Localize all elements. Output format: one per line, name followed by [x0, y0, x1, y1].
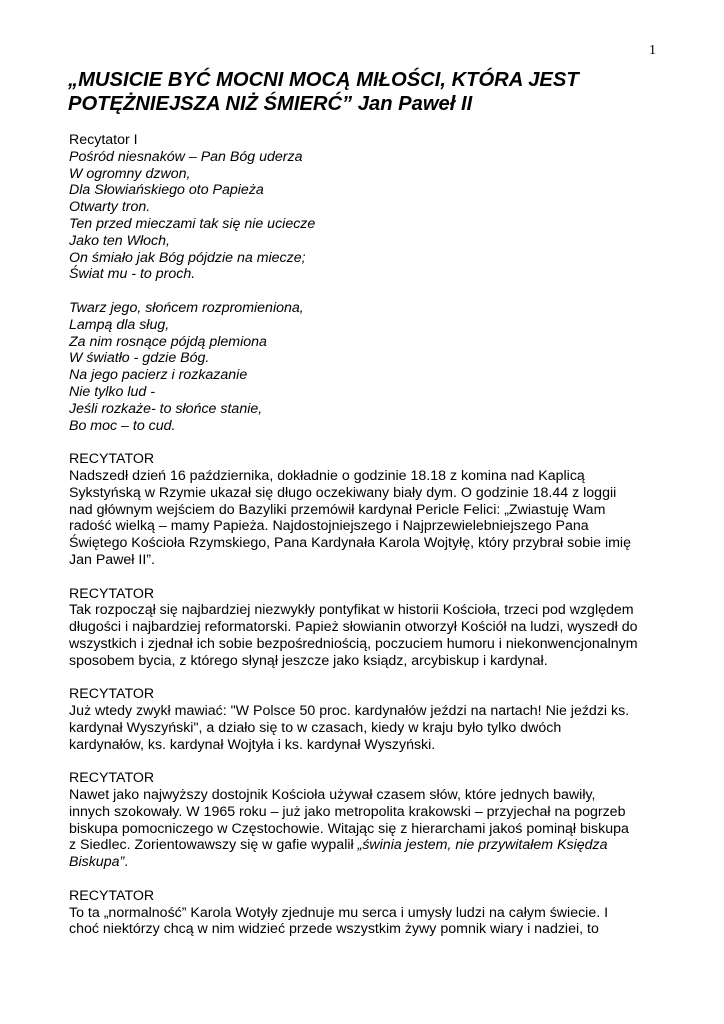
poem-line: Bo moc – to cud.	[69, 417, 176, 434]
quote-text: Biskupa”	[69, 854, 125, 871]
paragraph-line: biskupa pomocniczego w Częstochowie. Witając się z hierarchami jakoś pominął biskupa	[69, 820, 629, 837]
poem-line: Twarz jego, słońcem rozpromieniona,	[69, 299, 304, 316]
poem-line: Jako ten Włoch,	[69, 232, 170, 249]
document-title	[68, 68, 688, 116]
paragraph-line: choć niektórzy chcą w nim widzieć przede wszystkim żywy pomnik wiary i nadziei, to	[69, 921, 599, 938]
paragraph-line	[69, 854, 669, 871]
paragraph-line: wszystkich i zjednał ich sobie bezpośredniością, poczuciem humoru i niekonwencjonalnym	[69, 635, 638, 652]
poem-line: Lampą dla sług,	[69, 316, 170, 333]
paragraph-line: kardynałów, ks. kardynał Wojtyła i ks. kardynał Wyszyński.	[69, 736, 436, 753]
page-number: 1	[649, 43, 656, 58]
paragraph-line: Świętego Kościoła Rzymskiego, Pana Kardynała Karola Wojtyłę, który przybrał sobie imię	[69, 535, 631, 552]
paragraph-line: Tak rozpoczął się najbardziej niezwykły pontyfikat w historii Kościoła, trzeci pod względem	[69, 602, 634, 619]
poem-line: Otwarty tron.	[69, 199, 151, 216]
poem-line: Świat mu - to proch.	[69, 266, 196, 283]
poem-line: On śmiało jak Bóg pójdzie na miecze;	[69, 249, 306, 266]
paragraph-line: długości i najbardziej reformatorski. Papież słowianin otworzył Kościół na ludzi, wyszedł do	[69, 619, 638, 636]
poem-line: Na jego pacierz i rozkazanie	[69, 367, 248, 384]
paragraph-line: To ta „normalność” Karola Wotyły zjednuje mu serca i umysły ludzi na całym świecie. I	[69, 904, 609, 921]
quote-text: „świnia jestem, nie przywitałem Księdza	[357, 837, 608, 854]
speaker-label: RECYTATOR	[69, 887, 155, 904]
plain-text: z Siedlec. Zorientowawszy się w gafie wypalił	[69, 837, 358, 854]
poem-line: Pośród niesnaków – Pan Bóg uderza	[69, 148, 303, 165]
document-body	[69, 132, 669, 938]
paragraph-line: Sykstyńską w Rzymie ukazał się długo oczekiwany biały dym. O godzinie 18.44 z loggii	[69, 484, 617, 501]
plain-text: .	[124, 854, 129, 871]
paragraph-line: kardynał Wyszyński", a działo się to w czasach, kiedy w kraju było tylko dwóch	[69, 719, 562, 736]
paragraph-line: Nadszedł dzień 16 października, dokładnie o godzinie 18.18 z komina nad Kaplicą	[69, 467, 585, 484]
paragraph-line	[69, 837, 669, 854]
speaker-label: RECYTATOR	[69, 451, 155, 468]
poem-line: W światło - gdzie Bóg.	[69, 350, 210, 367]
paragraph-line: innych szokowały. W 1965 roku – już jako metropolita krakowski – przyjechał na pogrzeb	[69, 803, 626, 820]
poem-line: Dla Słowiańskiego oto Papieża	[69, 182, 264, 199]
paragraph-line: Nawet jako najwyższy dostojnik Kościoła używał czasem słów, które jednych bawiły,	[69, 787, 596, 804]
speaker-label: RECYTATOR	[69, 686, 155, 703]
poem-line: Nie tylko lud -	[69, 383, 155, 400]
poem-line: Za nim rosnące pójdą plemiona	[69, 333, 267, 350]
speaker-label: RECYTATOR	[69, 770, 155, 787]
paragraph-line: nad głównym wejściem do Bazyliki przemówił kardynał Pericle Felici: „Zwiastuję Wam	[69, 501, 606, 518]
paragraph-line: Już wtedy zwykł mawiać: "W Polsce 50 proc. kardynałów jeździ na nartach! Nie jeździ ks.	[69, 703, 630, 720]
poem-line: W ogromny dzwon,	[69, 165, 191, 182]
speaker-label: RECYTATOR	[69, 585, 155, 602]
paragraph-line: sposobem bycia, z którego słynął jeszcze jako ksiądz, arcybiskup i kardynał.	[69, 652, 548, 669]
poem-line: Ten przed mieczami tak się nie uciecze	[69, 215, 316, 232]
speaker-label: Recytator I	[69, 132, 138, 148]
poem-line: Jeśli rozkaże- to słońce stanie,	[69, 400, 263, 417]
paragraph-line: Jan Paweł II”.	[69, 551, 155, 568]
paragraph-line: radość wielką – mamy Papieża. Najdostojniejszego i Najprzewielebniejszego Pana	[69, 518, 589, 535]
title-line: POTĘŻNIEJSZA NIŻ ŚMIERĆ” Jan Paweł II	[68, 93, 473, 115]
title-line: „MUSICIE BYĆ MOCNI MOCĄ MIŁOŚCI, KTÓRA JEST	[68, 69, 579, 91]
